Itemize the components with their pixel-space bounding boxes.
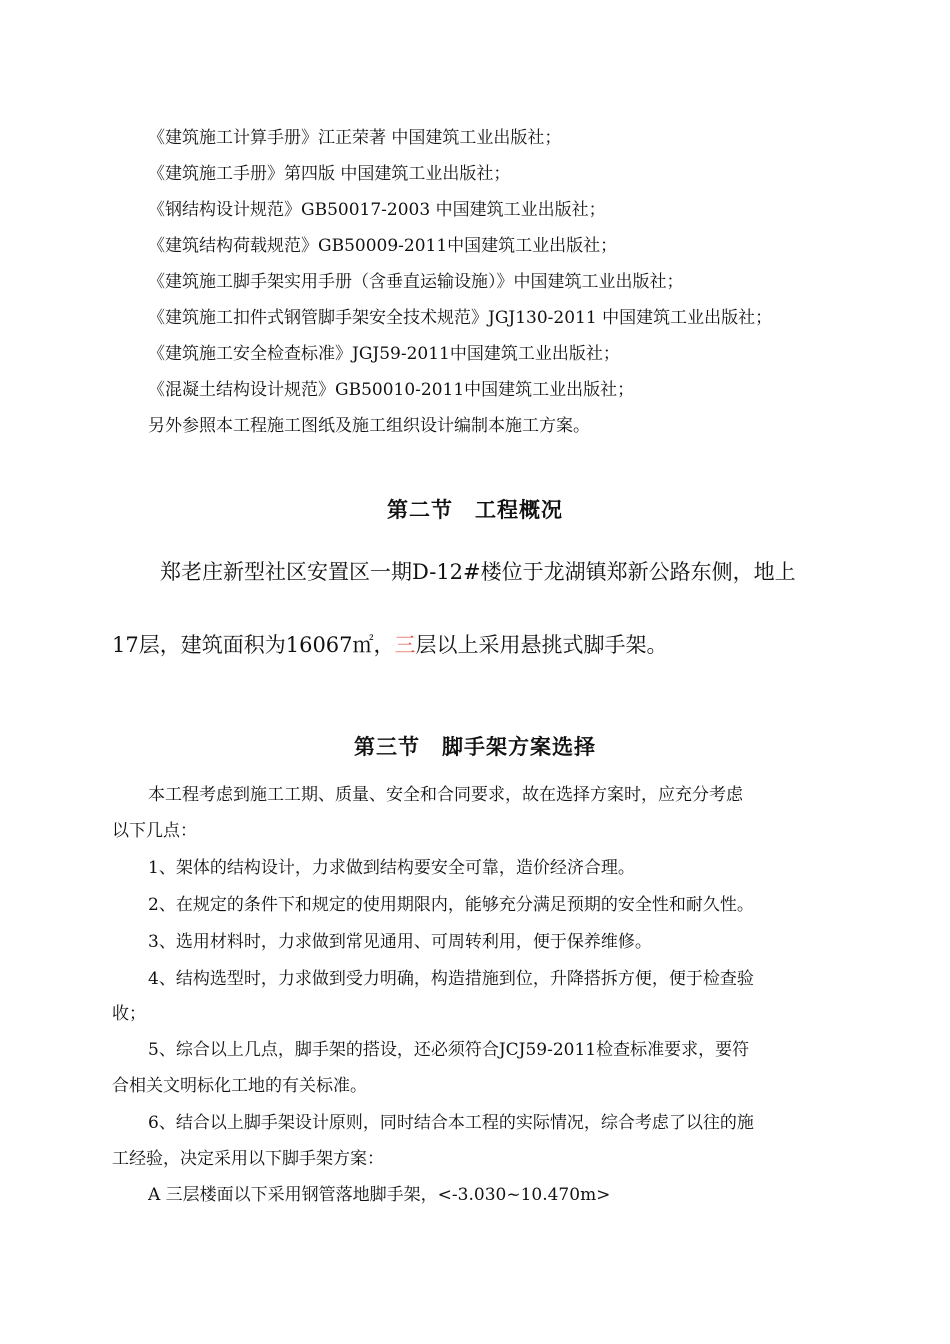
project-overview-line1: 郑老庄新型社区安置区一期D-12#楼位于龙湖镇郑新公路东侧，地上 — [160, 560, 796, 584]
list-item: 3、选用材料时，力求做到常见通用、可周转利用，便于保养维修。 — [148, 932, 652, 952]
reference-item: 《建筑施工手册》第四版 中国建筑工业出版社； — [148, 164, 511, 184]
list-item: 1、架体的结构设计，力求做到结构要安全可靠，造价经济合理。 — [148, 858, 635, 878]
overview-text: 17层，建筑面积为16067㎡， — [112, 633, 395, 657]
reference-note: 另外参照本工程施工图纸及施工组织设计编制本施工方案。 — [148, 416, 590, 436]
list-item: A 三层楼面以下采用钢管落地脚手架，<-3.030~10.470m> — [148, 1185, 611, 1205]
reference-item: 《建筑施工脚手架实用手册（含垂直运输设施）》中国建筑工业出版社； — [148, 272, 684, 292]
list-item-cont: 工经验，决定采用以下脚手架方案： — [112, 1149, 384, 1169]
section3-heading: 第三节 脚手架方案选择 — [354, 735, 596, 759]
overview-text-end: 层以上采用悬挑式脚手架。 — [415, 633, 668, 657]
reference-item: 《建筑施工扣件式钢管脚手架安全技术规范》JGJ130-2011 中国建筑工业出版社； — [148, 308, 773, 328]
list-item: 6、结合以上脚手架设计原则，同时结合本工程的实际情况，综合考虑了以往的施 — [148, 1113, 754, 1133]
list-item-cont: 合相关文明标化工地的有关标准。 — [112, 1076, 367, 1096]
list-item-cont: 收； — [112, 1004, 146, 1024]
reference-item: 《建筑结构荷载规范》GB50009-2011中国建筑工业出版社； — [148, 236, 618, 256]
section2-heading: 第二节 工程概况 — [387, 498, 563, 522]
reference-item: 《建筑施工安全检查标准》JGJ59-2011中国建筑工业出版社； — [148, 344, 620, 364]
reference-item: 《混凝土结构设计规范》GB50010-2011中国建筑工业出版社； — [148, 380, 635, 400]
intro-line: 本工程考虑到施工工期、质量、安全和合同要求，故在选择方案时，应充分考虑 — [148, 785, 743, 805]
highlight-floor: 三 — [394, 633, 416, 657]
reference-item: 《建筑施工计算手册》江正荣著 中国建筑工业出版社； — [148, 128, 562, 148]
list-item: 4、结构选型时，力求做到受力明确，构造措施到位，升降搭拆方便，便于检查验 — [148, 969, 754, 989]
intro-line: 以下几点： — [112, 821, 197, 841]
list-item: 5、综合以上几点，脚手架的搭设，还必须符合JCJ59-2011检查标准要求，要符 — [148, 1040, 750, 1060]
list-item: 2、在规定的条件下和规定的使用期限内，能够充分满足预期的安全性和耐久性。 — [148, 895, 754, 915]
project-overview-line2 — [112, 632, 668, 658]
reference-item: 《钢结构设计规范》GB50017-2003 中国建筑工业出版社； — [148, 200, 606, 220]
